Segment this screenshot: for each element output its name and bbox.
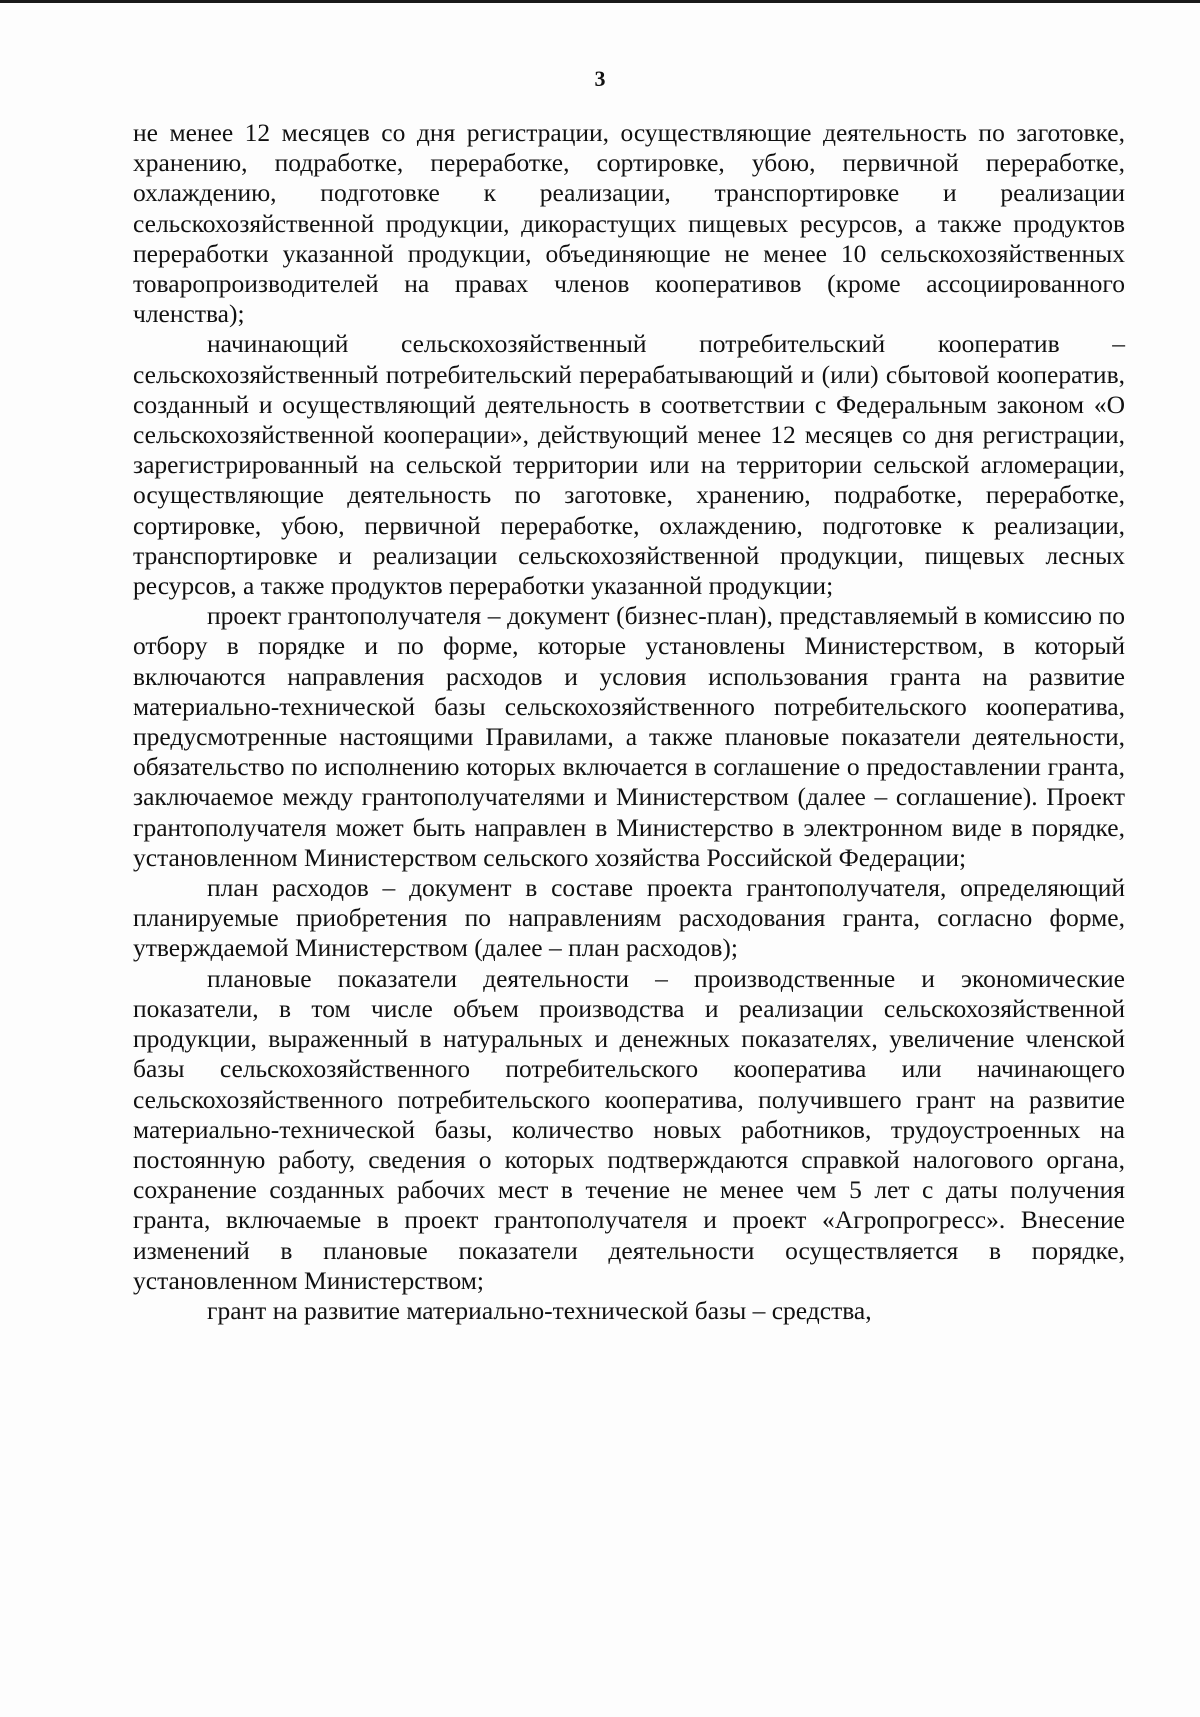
- paragraph-definition-grantee-project: проект грантополучателя – документ (бизнес-план), представляемый в комиссию по отбору в порядке и по форме, которые установлены Министерством, в который включаются направления расходов и условия использования гранта на развитие материально-технической базы сельскохозяйственного потребительского кооператива, предусмотренные настоящими Правилами, а также плановые показатели деятельности, обязательство по исполнению которых включается в соглашение о предоставлении гранта, заключаемое между грантополучателями и Министерством (далее – соглашение). Проект грантополучателя может быть направлен в Министерство в электронном виде в порядке, установленном Министерством сельского хозяйства Российской Федерации;: [133, 601, 1125, 872]
- paragraph-definition-beginning-cooperative: начинающий сельскохозяйственный потребительский кооператив – сельскохозяйственный потребительский перерабатывающий и (или) сбытовой кооператив, созданный и осуществляющий деятельность в соответствии с Федеральным законом «О сельскохозяйственной кооперации», действующий менее 12 месяцев со дня регистрации, зарегистрированный на сельской территории или на территории сельской агломерации, осуществляющие деятельность по заготовке, хранению, подработке, переработке, сортировке, убою, первичной переработке, охлаждению, подготовке к реализации, транспортировке и реализации сельскохозяйственной продукции, пищевых лесных ресурсов, а также продуктов переработки указанной продукции;: [133, 329, 1125, 601]
- paragraph-continuation: не менее 12 месяцев со дня регистрации, осуществляющие деятельность по заготовке, хранению, подработке, переработке, сортировке, убою, первичной переработке, охлаждению, подготовке к реализации, транспортировке и реализации сельскохозяйственной продукции, дикорастущих пищевых ресурсов, а также продуктов переработки указанной продукции, объединяющие не менее 10 сельскохозяйственных товаропроизводителей на правах членов кооперативов (кроме ассоциированного членства);: [133, 118, 1125, 329]
- paragraph-definition-planned-indicators: плановые показатели деятельности – производственные и экономические показатели, в том числе объем производства и реализации сельскохозяйственной продукции, выраженный в натуральных и денежных показателях, увеличение членской базы сельскохозяйственного потребительского кооператива или начинающего сельскохозяйственного потребительского кооператива, получившего грант на развитие материально-технической базы, количество новых работников, трудоустроенных на постоянную работу, сведения о которых подтверждаются справкой налогового органа, сохранение созданных рабочих мест в течение не менее чем 5 лет с даты получения гранта, включаемые в проект грантополучателя и проект «Агропрогресс». Внесение изменений в плановые показатели деятельности осуществляется в порядке, установленном Министерством;: [133, 963, 1125, 1295]
- paragraph-definition-expense-plan: план расходов – документ в составе проекта грантополучателя, определяющий планируемые приобретения по направлениям расходования гранта, согласно форме, утверждаемой Министерством (далее – план расходов);: [133, 873, 1125, 963]
- page-number: 3: [594, 66, 606, 91]
- document-body: [133, 118, 1125, 1326]
- paragraph-definition-grant: грант на развитие материально-технической базы – средства,: [207, 1295, 872, 1325]
- scan-edge: [0, 0, 1200, 3]
